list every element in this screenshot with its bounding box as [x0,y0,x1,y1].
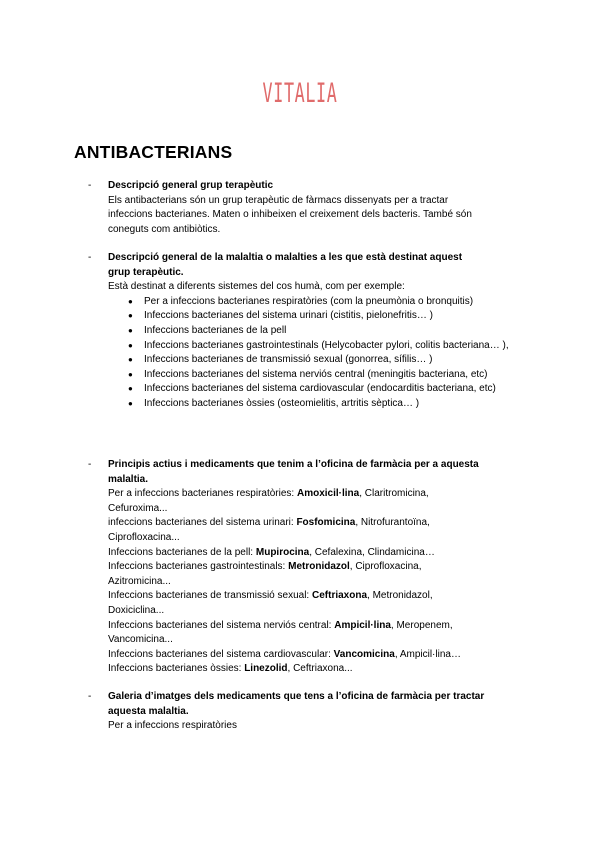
page-title: ANTIBACTERIANS [74,142,233,162]
section-active-principles [88,458,528,677]
section-description [88,179,528,237]
medication-line: Infeccions bacterianes òssies: Linezolid, Ceftriaxona... [108,663,353,675]
list-item: ● Infeccions bacterianes del sistema nerviós central (meningitis bacteriana, etc) [128,368,528,383]
list-item: ● Infeccions bacterianes de transmissió sexual (gonorrea, sífilis… ) [128,353,528,368]
active-principle: Mupirocina [255,546,310,558]
list-dash: - [88,459,92,470]
medication-line-cont: Cefuroxima... [108,502,168,514]
medication-line: Infeccions bacterianes del sistema cardiovascular: Vancomicina, Ampicil·lina… [108,648,461,660]
list-item: ● Infeccions bacterianes del sistema urinari (cistitis, pielonefritis… ) [128,309,528,324]
active-principle: Ceftriaxona [312,590,368,602]
list-item: ● Infeccions bacterianes òssies (osteomielitis, artritis sèptica… ) [128,397,528,412]
active-principle: Amoxicil·lina [296,488,360,500]
text-line: Està destinat a diferents sistemes del cos humà, com per exemple: [108,281,405,293]
section-title: Descripció general de la malaltia o malalties a les que està destinat aquest [108,252,463,263]
section-title: Descripció general grup terapèutic [108,180,274,191]
text-line: coneguts com antibiòtics. [108,223,221,235]
medication-line: Infeccions bacterianes de transmissió sexual: Ceftriaxona, Metronidazol, [108,590,433,602]
medication-line: Per a infeccions bacterianes respiratòries: Amoxicil·lina, Claritromicina, [108,488,429,500]
text-line: Per a infeccions respiratòries [108,720,237,732]
active-principle: Metronidazol [288,561,350,573]
medication-line-cont: Vancomicina... [108,634,173,646]
list-item: ● Infeccions bacterianes del sistema cardiovascular (endocarditis bacteriana, etc) [128,382,528,397]
list-dash: - [88,252,92,263]
medication-line-cont: Ciprofloxacina... [108,531,180,543]
medication-line: Infeccions bacterianes de la pell: Mupirocina, Cefalexina, Clindamicina… [108,546,435,558]
section-gallery [88,690,528,734]
section-title: grup terapèutic. [108,266,184,278]
active-principle: Linezolid [244,663,288,675]
active-principle: Fosfomicina [296,517,356,529]
section-title: Principis actius i medicaments que tenim a l’oficina de farmàcia per a aquesta [108,459,479,470]
section-title: aquesta malaltia. [108,705,189,717]
active-principle: Vancomicina [333,648,395,660]
medication-line: infeccions bacterianes del sistema urinari: Fosfomicina, Nitrofurantoïna, [108,517,430,529]
text-line: infeccions bacterianes. Maten o inhibeixen el creixement dels bacteris. També són [108,209,472,221]
brand-logo: VITALIA [262,78,338,109]
list-item: ● Infeccions bacterianes de la pell [128,324,528,339]
medication-line-cont: Azitromicina... [108,575,171,587]
medication-line: Infeccions bacterianes del sistema nerviós central: Ampicil·lina, Meropenem, [108,619,453,631]
section-disease [88,251,528,412]
list-item: ● Infeccions bacterianes gastrointestinals (Helycobacter pylori, colitis bacteriana… ), [128,339,528,354]
active-principle: Ampicil·lina [334,619,391,631]
list-dash: - [88,691,92,702]
bullet-list [108,295,528,412]
section-title: Galeria d’imatges dels medicaments que tens a l’oficina de farmàcia per tractar [108,691,485,702]
text-line: Els antibacterians són un grup terapèutic de fàrmacs dissenyats per a tractar [108,194,449,206]
section-title: malaltia. [108,473,149,485]
list-item: ● Per a infeccions bacterianes respiratòries (com la pneumònia o bronquitis) [128,295,528,310]
list-dash: - [88,180,92,191]
medication-line-cont: Doxiciclina... [108,604,165,616]
medication-line: Infeccions bacterianes gastrointestinals: Metronidazol, Ciprofloxacina, [108,561,422,573]
